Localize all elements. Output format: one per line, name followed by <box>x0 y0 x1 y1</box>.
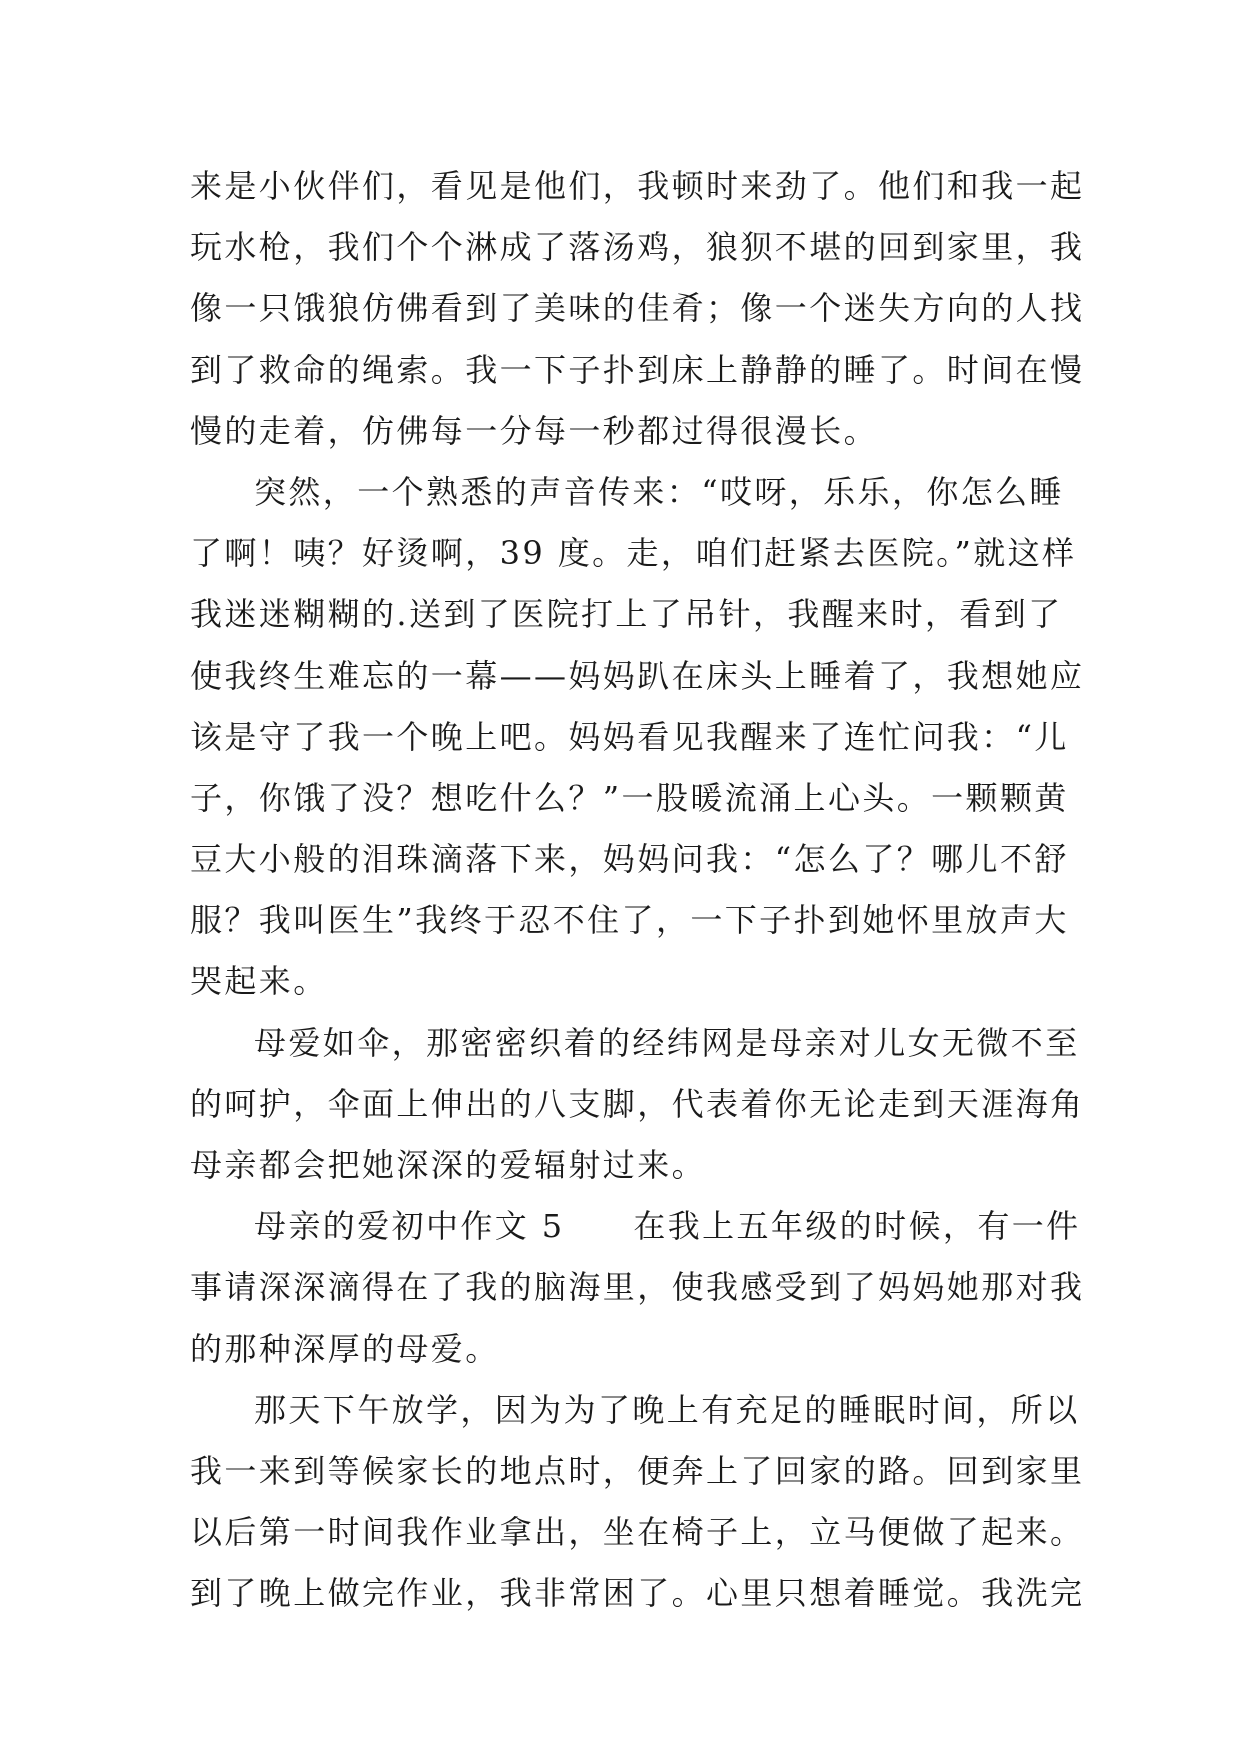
text-line: 来是小伙伴们，看见是他们，我顿时来劲了。他们和我一起 <box>190 167 1085 205</box>
text-line: 我一来到等候家长的地点时，便奔上了回家的路。回到家里 <box>190 1451 1085 1490</box>
document-body <box>190 156 1085 1625</box>
text-line: 我迷迷糊糊的.送到了医院打上了吊针，我醒来时，看到了 <box>190 595 1063 634</box>
text-line: 到了救命的绳索。我一下子扑到床上静静的睡了。时间在慢 <box>190 350 1085 389</box>
text-line: 的那种深厚的母爱。 <box>190 1329 500 1368</box>
text-line: 突然，一个熟悉的声音传来：“哎呀，乐乐，你怎么睡 <box>254 472 1064 511</box>
text-line: 的呵护，伞面上伸出的八支脚，代表着你无论走到天涯海角 <box>190 1084 1085 1123</box>
text-line: 慢的走着，仿佛每一分每一秒都过得很漫长。 <box>190 411 879 450</box>
text-line: 豆大小般的泪珠滴落下来，妈妈问我：“怎么了？哪儿不舒 <box>190 840 1069 879</box>
text-line: 像一只饿狼仿佛看到了美味的佳肴；像一个迷失方向的人找 <box>190 289 1085 328</box>
text-line: 服？我叫医生”我终于忍不住了，一下子扑到她怀里放声大 <box>190 901 1069 940</box>
text-line: 子，你饿了没？想吃什么？”一股暖流涌上心头。一颗颗黄 <box>190 778 1069 817</box>
text-line: 使我终生难忘的一幕——妈妈趴在床头上睡着了，我想她应 <box>190 656 1085 695</box>
text-line: 该是守了我一个晚上吧。妈妈看见我醒来了连忙问我：“儿 <box>190 717 1069 756</box>
text-line: 母亲都会把她深深的爱辐射过来。 <box>190 1146 707 1184</box>
text-line: 玩水枪，我们个个淋成了落汤鸡，狼狈不堪的回到家里，我 <box>190 228 1085 267</box>
text-line: 母爱如伞，那密密织着的经纬网是母亲对儿女无微不至 <box>254 1023 1080 1062</box>
text-line: 母亲的爱初中作文 5 在我上五年级的时候，有一件 <box>254 1207 1081 1246</box>
text-line: 那天下午放学，因为为了晚上有充足的睡眠时间，所以 <box>254 1390 1080 1429</box>
text-line: 以后第一时间我作业拿出，坐在椅子上，立马便做了起来。 <box>190 1513 1085 1552</box>
text-line: 到了晚上做完作业，我非常困了。心里只想着睡觉。我洗完 <box>190 1574 1085 1613</box>
text-line: 事请深深滴得在了我的脑海里，使我感受到了妈妈她那对我 <box>190 1268 1085 1307</box>
text-line: 哭起来。 <box>190 962 328 1001</box>
text-line: 了啊！咦？好烫啊，39 度。走，咱们赶紧去医院。”就这样 <box>190 534 1077 573</box>
